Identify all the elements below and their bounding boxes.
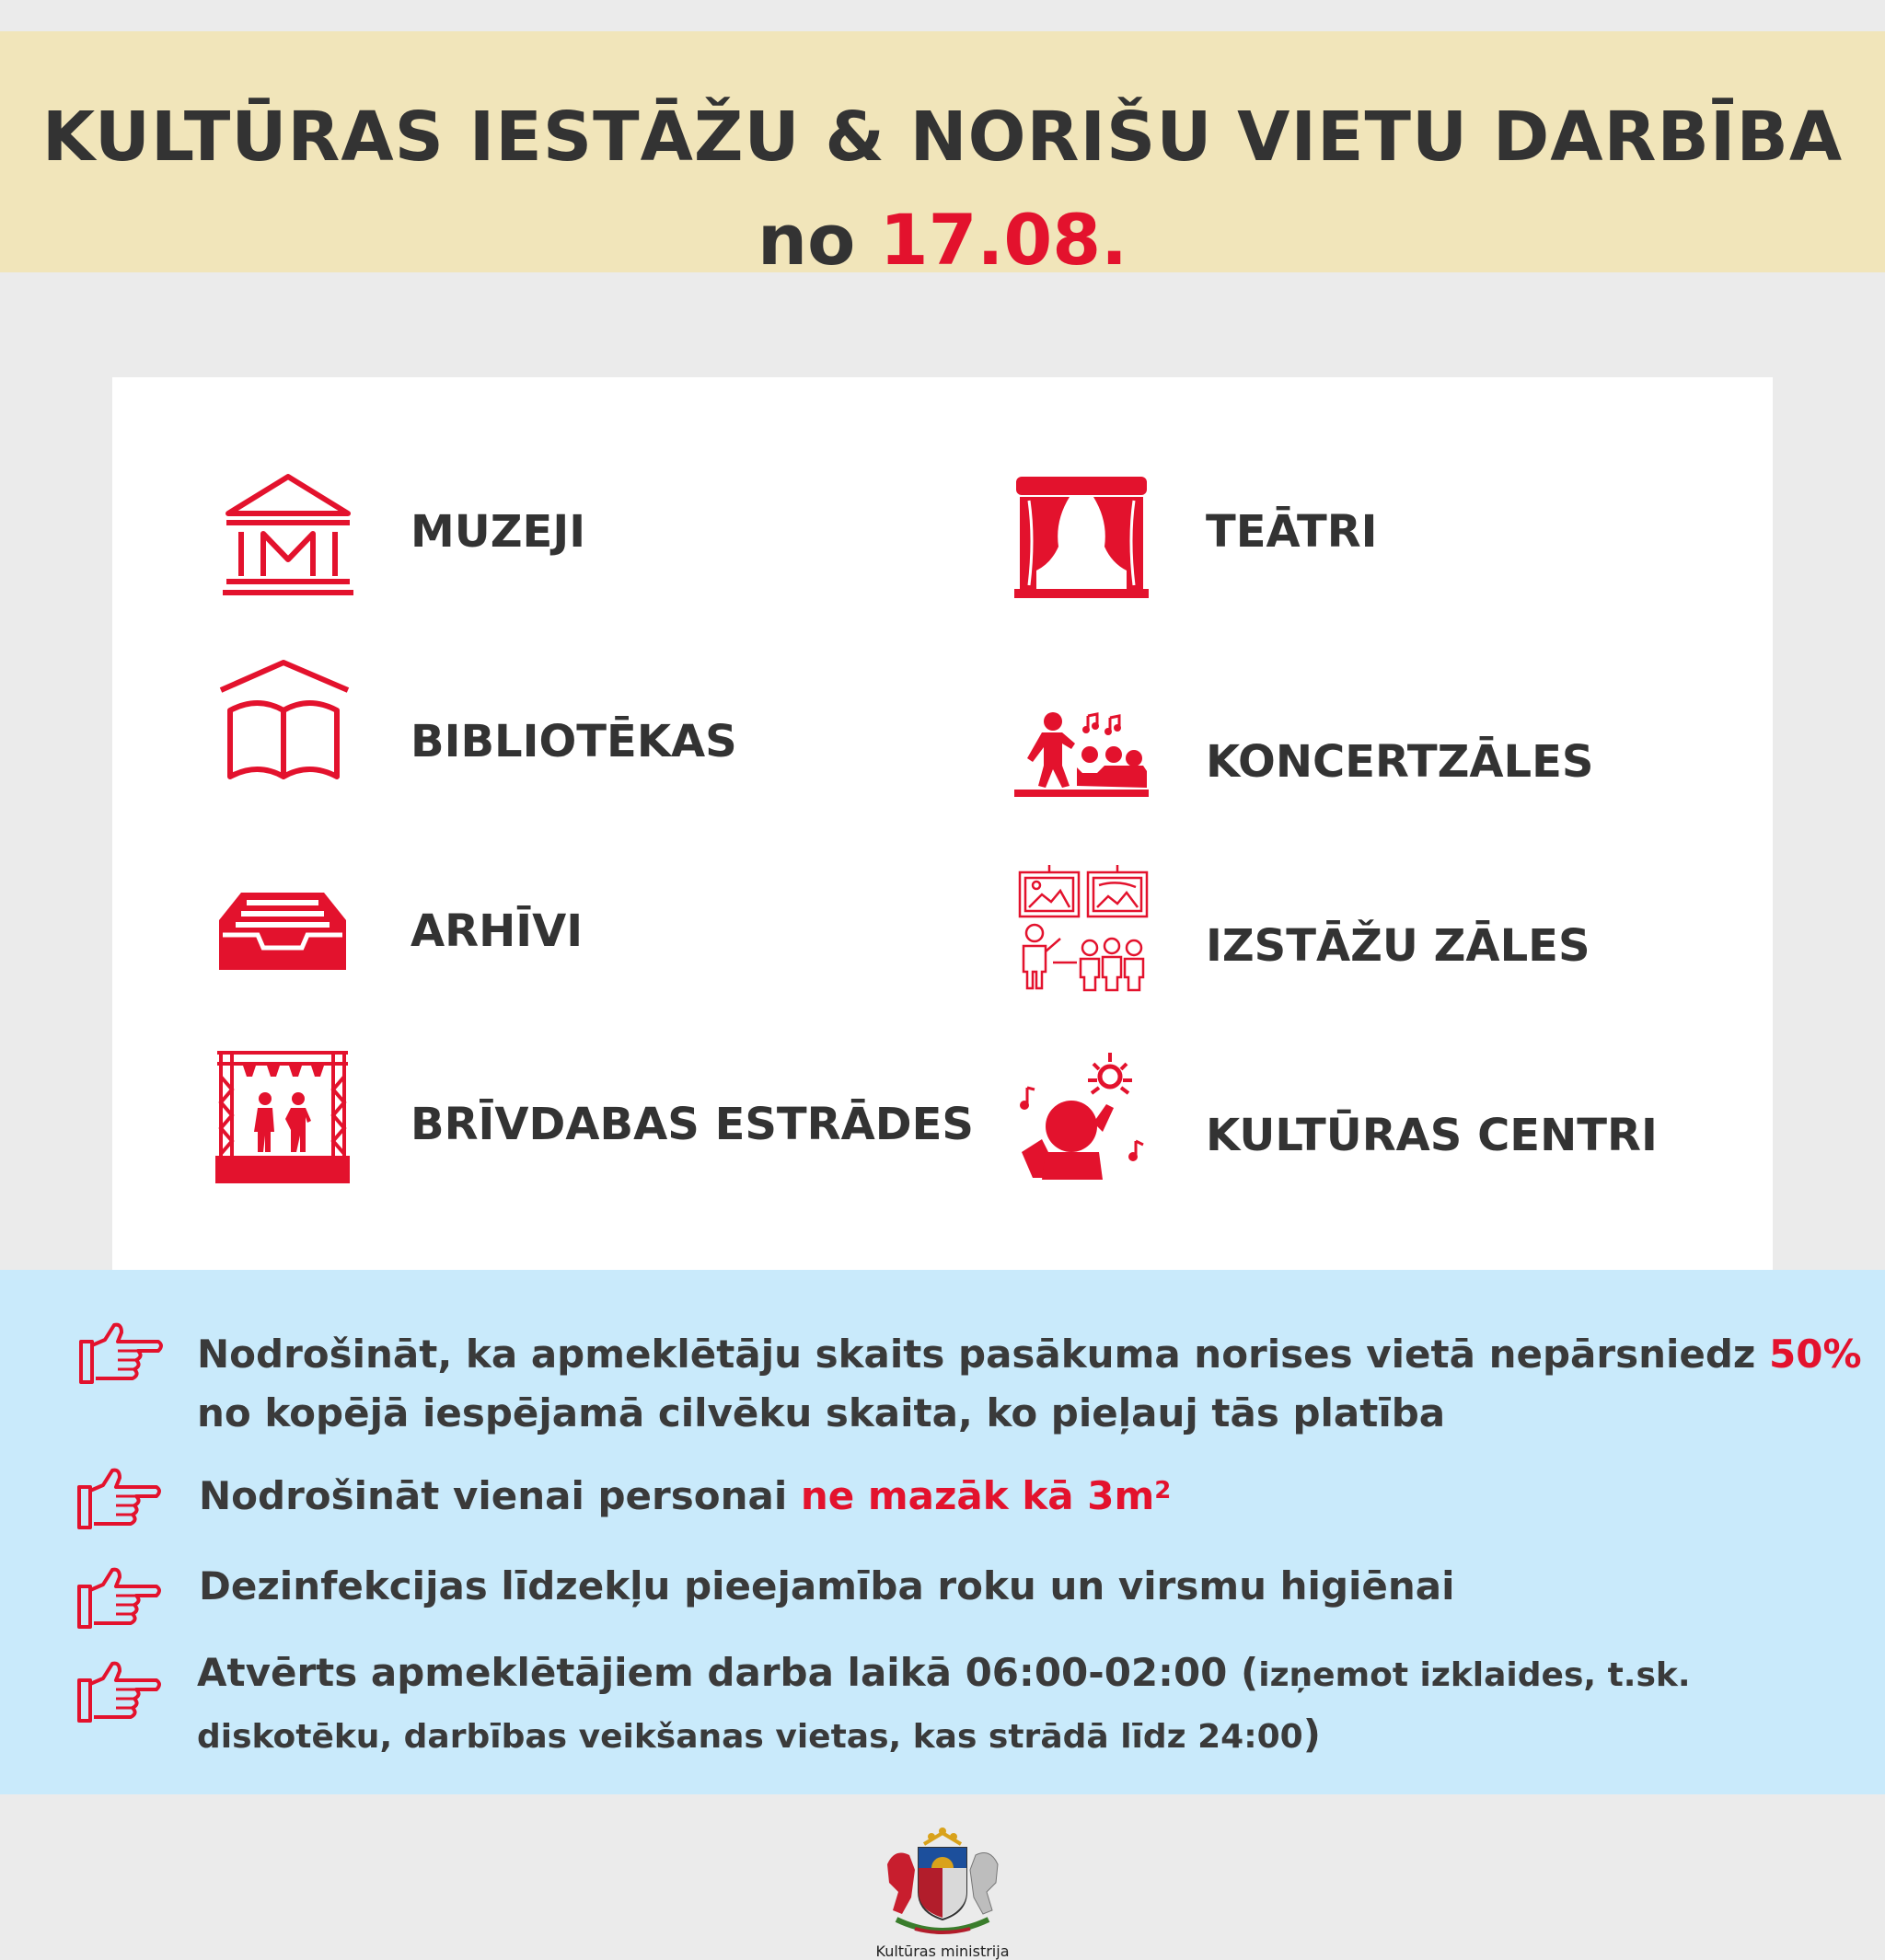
page-title: KULTŪRAS IESTĀŽU & NORIŠU VIETU DARBĪBA [41,98,1844,177]
category-label: TEĀTRI [1206,506,1378,558]
category-label: MUZEJI [411,506,586,558]
categories-card [112,377,1773,1270]
area-per-person: ne mazāk kā $3m^2$ [800,1473,1172,1518]
category-label: KULTŪRAS CENTRI [1206,1110,1658,1161]
requirement-text: Dezinfekcijas līdzekļu pieejamība roku un virsmu higiēnai [199,1563,1455,1608]
subtitle-prefix: no [757,199,856,281]
ministry-name: Kultūras ministrija [875,1943,1010,1960]
ministry-logo [878,1827,1007,1947]
capacity-percentage: 50% [1769,1332,1862,1377]
archive-tray-icon [215,889,350,972]
museum-icon [221,471,355,600]
requirement-text: Nodrošināt, ka apmeklētāju skaits pasākuma norises vietā nepārsniedz 50% no kopējā iespējamā cilvēku skaita, ko pieļauj tās platība [197,1332,1862,1435]
outdoor-stage-icon [215,1049,350,1183]
requirements-panel [0,1270,1885,1794]
theatre-curtain-icon [1014,475,1149,598]
pointing-hand-icon [75,1467,164,1531]
pointing-hand-icon [75,1660,164,1724]
latvia-coat-of-arms-icon [878,1827,1007,1938]
requirement-text: Atvērts apmeklētājiem darba laikā 06:00-02:00 (izņemot izklaides, t.sk. diskotēku, darbības veikšanas vietas, kas strādā līdz 24:00) [197,1650,1691,1757]
category-label: BIBLIOTĒKAS [411,716,737,767]
category-label: IZSTĀŽU ZĀLES [1206,920,1590,972]
requirement-text: Nodrošināt vienai personai ne mazāk kā $3m^2$ [199,1473,1172,1518]
pointing-hand-icon [75,1566,164,1631]
exhibition-hall-icon [1016,863,1151,992]
category-label: BRĪVDABAS ESTRĀDES [411,1099,974,1150]
category-label: ARHĪVI [411,905,584,957]
effective-date: 17.08. [879,199,1128,281]
category-label: KONCERTZĀLES [1206,736,1594,788]
concert-singer-icon [1014,709,1149,797]
page-subtitle [0,199,1885,281]
header-banner [0,31,1885,281]
dancing-person-icon [1014,1049,1149,1183]
pointing-hand-icon [77,1321,166,1386]
library-book-icon [217,659,352,788]
